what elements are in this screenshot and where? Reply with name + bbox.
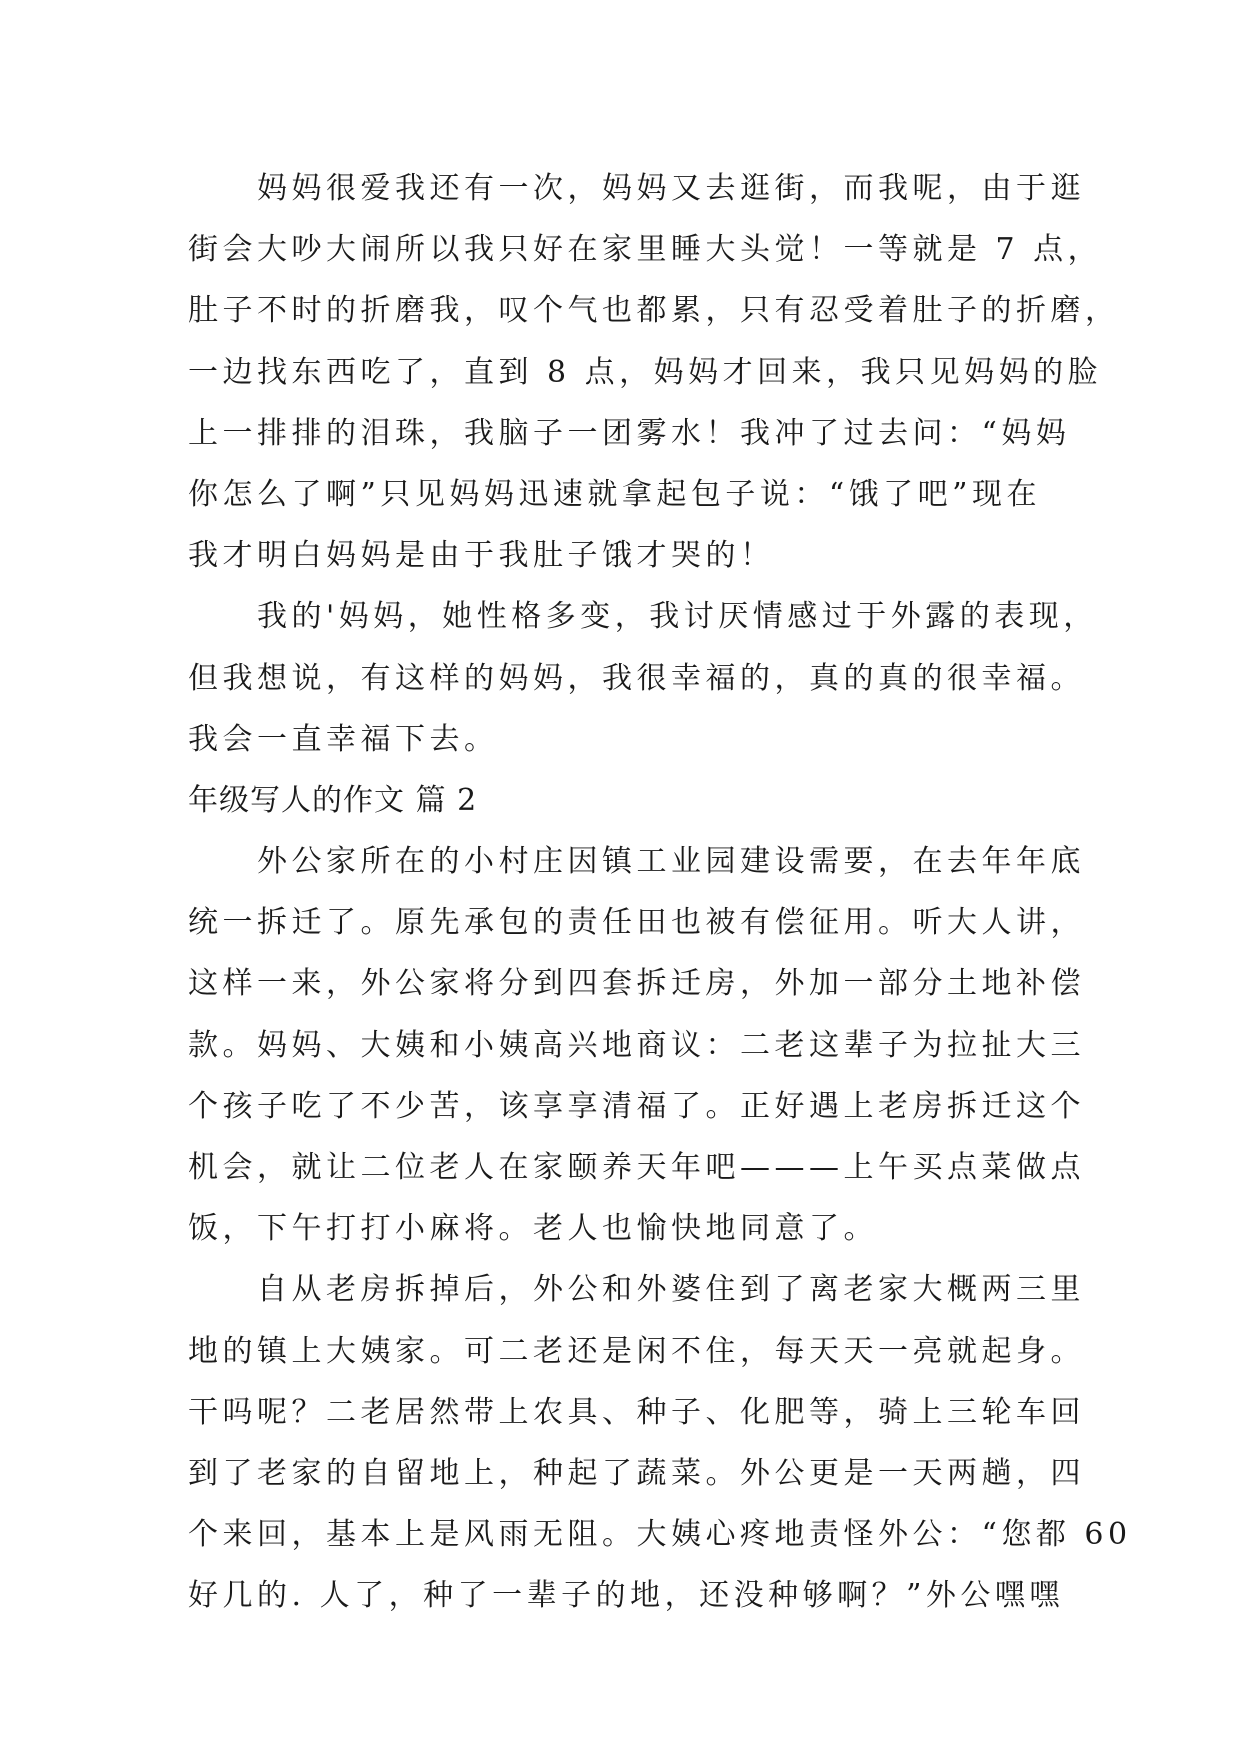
paragraph-4-line-3: 干吗呢？二老居然带上农具、种子、化肥等，骑上三轮车回 <box>188 1394 1085 1430</box>
section-heading: 年级写人的作文 篇 2 <box>188 782 478 818</box>
paragraph-3-line-4: 款。妈妈、大姨和小姨高兴地商议：二老这辈子为拉扯大三 <box>188 1027 1085 1063</box>
paragraph-1-line-3: 肚子不时的折磨我，叹个气也都累，只有忍受着肚子的折磨， <box>188 293 1120 329</box>
paragraph-4-line-1: 自从老房拆掉后，外公和外婆住到了离老家大概两三里 <box>188 1272 1085 1308</box>
document-body <box>188 158 1132 1627</box>
paragraph-3-line-2: 统一拆迁了。原先承包的责任田也被有偿征用。听大人讲， <box>188 905 1085 941</box>
paragraph-4-line-2: 地的镇上大姨家。可二老还是闲不住，每天天一亮就起身。 <box>188 1333 1085 1369</box>
paragraph-3-line-1: 外公家所在的小村庄因镇工业园建设需要，在去年年底 <box>188 844 1085 880</box>
paragraph-1-line-2: 街会大吵大闹所以我只好在家里睡大头觉！一等就是 7 点， <box>188 232 1103 268</box>
paragraph-3-line-7: 饭，下午打打小麻将。老人也愉快地同意了。 <box>188 1211 878 1247</box>
paragraph-3-line-6: 机会，就让二位老人在家颐养天年吧———上午买点菜做点 <box>188 1150 1085 1185</box>
paragraph-1-line-7: 我才明白妈妈是由于我肚子饿才哭的！ <box>188 538 775 574</box>
paragraph-4-line-6: 好几的. 人了，种了一辈子的地，还没种够啊？”外公嘿嘿 <box>188 1578 1064 1614</box>
paragraph-3-line-3: 这样一来，外公家将分到四套拆迁房，外加一部分土地补偿 <box>188 966 1085 1002</box>
paragraph-1-line-4: 一边找东西吃了，直到 8 点，妈妈才回来，我只见妈妈的脸 <box>188 354 1103 390</box>
paragraph-1-line-6: 你怎么了啊”只见妈妈迅速就拿起包子说：“饿了吧”现在 <box>188 476 1042 512</box>
paragraph-2-line-2: 但我想说，有这样的妈妈，我很幸福的，真的真的很幸福。 <box>188 660 1085 696</box>
paragraph-4-line-5: 个来回，基本上是风雨无阻。大姨心疼地责怪外公：“您都 60 <box>188 1517 1132 1553</box>
paragraph-4-line-4: 到了老家的自留地上，种起了蔬菜。外公更是一天两趟，四 <box>188 1455 1085 1491</box>
paragraph-3-line-5: 个孩子吃了不少苦，该享享清福了。正好遇上老房拆迁这个 <box>188 1088 1085 1124</box>
paragraph-1-line-1: 妈妈很爱我还有一次，妈妈又去逛街，而我呢，由于逛 <box>188 171 1085 206</box>
paragraph-1-line-5: 上一排排的泪珠，我脑子一团雾水！我冲了过去问：“妈妈 <box>188 415 1071 451</box>
paragraph-2-line-1: 我的'妈妈，她性格多变，我讨厌情感过于外露的表现， <box>188 599 1098 635</box>
paragraph-2-line-3: 我会一直幸福下去。 <box>188 721 499 757</box>
